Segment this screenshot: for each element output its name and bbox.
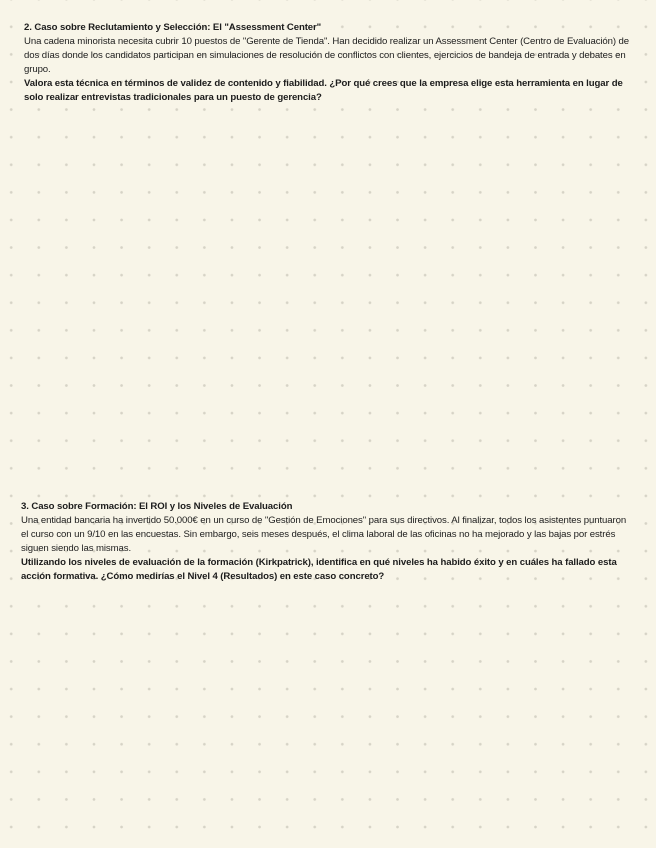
case-2-title: 2. Caso sobre Reclutamiento y Selección: El "Assessment Center" — [24, 22, 322, 33]
case-2-question: Valora esta técnica en términos de validez de contenido y fiabilidad. ¿Por qué crees que la empresa elige esta herramienta en lugar de solo realizar entrevistas tradicionales para un puesto de gerencia? — [24, 77, 623, 103]
case-3-description: Una entidad bancaria ha invertido 50.000€ en un curso de "Gestión de Emociones" para sus directivos. Al finalizar, todos los asistentes puntuaron el curso con un 9/10 en las encuestas. Sin embargo, seis meses después, el clima laboral de las oficinas no ha mejorado y las bajas por estrés siguen siendo las mismas. — [21, 514, 627, 554]
case-2-section — [24, 21, 636, 104]
case-3-title: 3. Caso sobre Formación: El ROI y los Niveles de Evaluación — [21, 501, 293, 512]
case-3-section — [21, 500, 635, 583]
case-2-description: Una cadena minorista necesita cubrir 10 puestos de "Gerente de Tienda". Han decidido realizar un Assessment Center (Centro de Evaluación) de dos días donde los candidatos participan en simulaciones de resolución de conflictos con clientes, ejercicios de bandeja de entrada y debates en grupo. — [24, 35, 630, 75]
case-3-question: Utilizando los niveles de evaluación de la formación (Kirkpatrick), identifica en qué niveles ha habido éxito y en cuáles ha fallado esta acción formativa. ¿Cómo medirías el Nivel 4 (Resultados) en este caso concreto? — [21, 556, 617, 582]
